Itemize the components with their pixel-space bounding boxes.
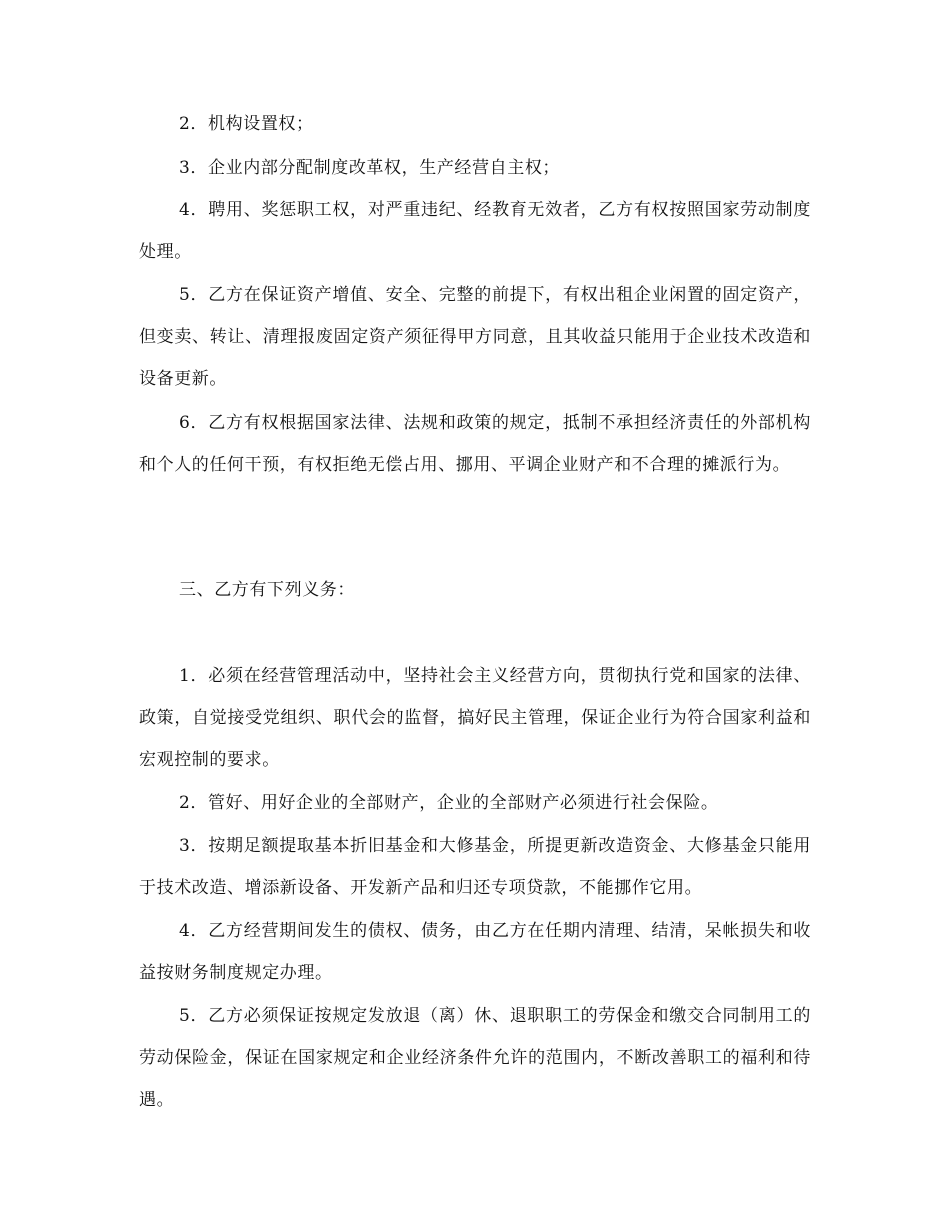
right-item-5: 5．乙方在保证资产增值、安全、完整的前提下，有权出租企业闲置的固定资产，但变卖、转让、清理报废固定资产须征得甲方同意，且其收益只能用于企业技术改造和设备更新。 — [139, 285, 811, 389]
right-item-4: 4．聘用、奖惩职工权，对严重违纪、经教育无效者，乙方有权按照国家劳动制度处理。 — [139, 200, 811, 262]
obligation-item-1: 1．必须在经营管理活动中，坚持社会主义经营方向，贯彻执行党和国家的法律、政策，自觉接受党组织、职代会的监督，搞好民主管理，保证企业行为符合国家利益和宏观控制的要求。 — [139, 666, 811, 770]
right-item-6: 6．乙方有权根据国家法律、法规和政策的规定，抵制不承担经济责任的外部机构和个人的任何干预，有权拒绝无偿占用、挪用、平调企业财产和不合理的摊派行为。 — [139, 413, 811, 475]
obligation-item-2: 2．管好、用好企业的全部财产，企业的全部财产必须进行社会保险。 — [179, 793, 719, 813]
section-heading-obligations: 三、乙方有下列义务： — [179, 580, 355, 600]
right-item-2: 2．机构设置权； — [179, 114, 314, 134]
obligation-item-4: 4．乙方经营期间发生的债权、债务，由乙方在任期内清理、结清，呆帐损失和收益按财务制度规定办理。 — [139, 921, 811, 983]
obligation-item-5: 5．乙方必须保证按规定发放退（离）休、退职职工的劳保金和缴交合同制用工的劳动保险金，保证在国家规定和企业经济条件允许的范围内，不断改善职工的福利和待遇。 — [139, 1006, 811, 1110]
obligation-item-3: 3．按期足额提取基本折旧基金和大修基金，所提更新改造资金、大修基金只能用于技术改造、增添新设备、开发新产品和归还专项贷款，不能挪作它用。 — [139, 836, 811, 898]
right-item-3: 3．企业内部分配制度改革权，生产经营自主权； — [179, 158, 561, 178]
